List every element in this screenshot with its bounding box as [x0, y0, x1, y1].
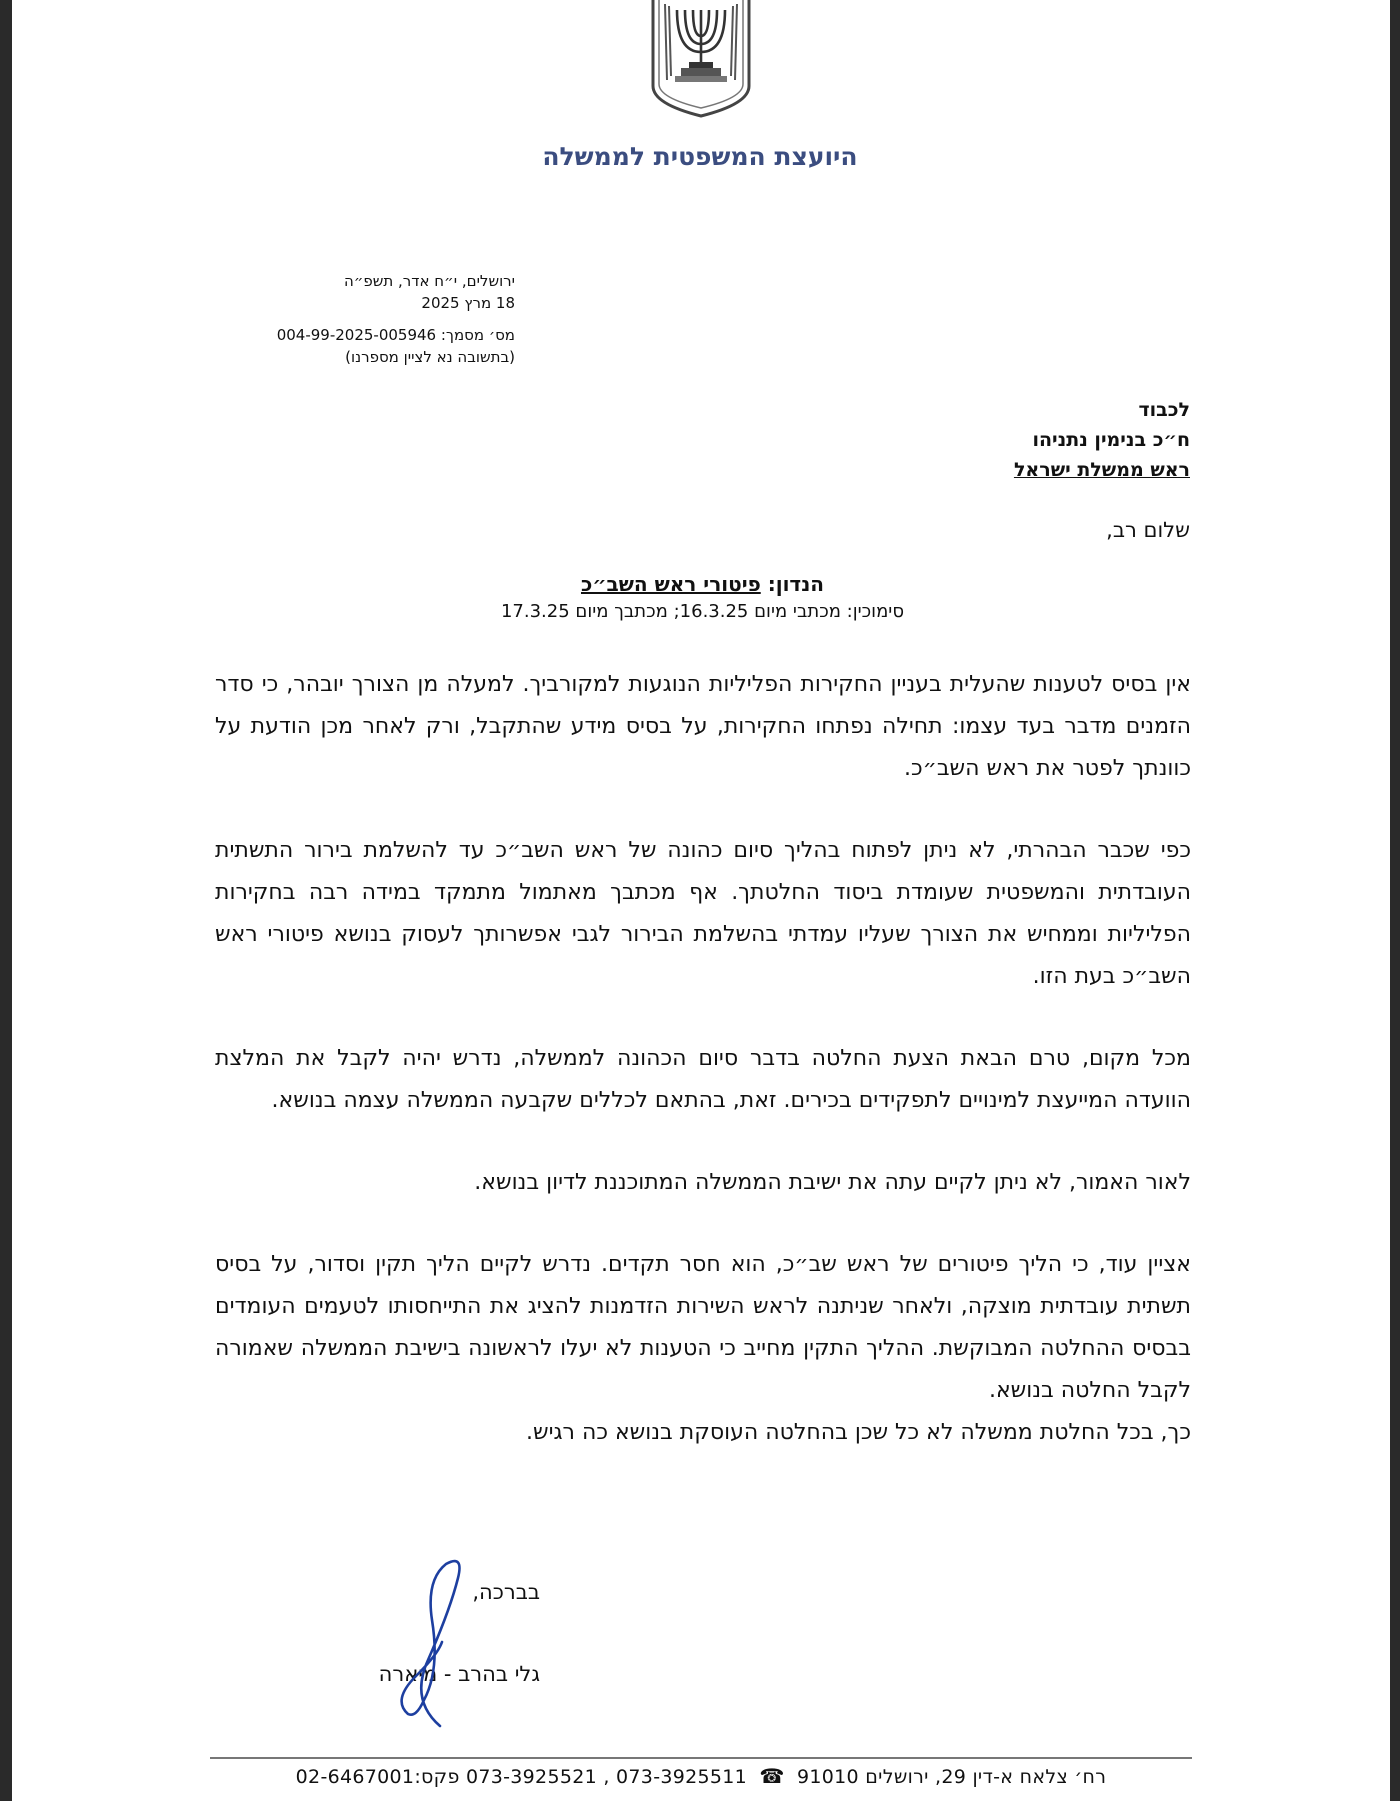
- subject-text: פיטורי ראש השב״כ: [580, 572, 761, 596]
- signer-name: גלי בהרב - מיארה: [378, 1662, 540, 1686]
- subject-line: [215, 572, 1190, 596]
- handwritten-signature: [380, 1550, 480, 1730]
- date-gregorian: 18 מרץ 2025: [421, 294, 515, 312]
- signoff: בברכה,: [472, 1580, 540, 1604]
- window-frame-left: [0, 0, 12, 1801]
- subject-references: סימוכין: מכתבי מיום 16.3.25; מכתבך מיום 17.3.25: [500, 601, 905, 622]
- reference-block: [215, 270, 515, 368]
- recipient-salutation: לכבוד: [1138, 399, 1190, 421]
- letter-body: [215, 664, 1191, 1454]
- footer-divider: [210, 1757, 1192, 1759]
- footer-contact: [210, 1764, 1192, 1788]
- organization-title: היועצת המשפטית לממשלה: [542, 142, 858, 171]
- paragraph-6: כך, בכל החלטת ממשלה לא כל שכן בהחלטה העוסקת בנושא כה רגיש.: [525, 1420, 1191, 1445]
- window-frame-right: [1390, 0, 1400, 1801]
- paragraph-1: אין בסיס לטענות שהעלית בעניין החקירות הפליליות הנוגעות למקורביך. למעלה מן הצורך יובהר, כי סדר הזמנים מדבר בעד עצמו: תחילה נפתחו החקירות, על בסיס מידע שהתקבל, ורק לאחר מכן הודעת על כוונתך לפטר את ראש השב״כ.: [215, 672, 1191, 781]
- paragraph-4: לאור האמור, לא ניתן לקיים עתה את ישיבת הממשלה המתוכננת לדיון בנושא.: [474, 1170, 1191, 1195]
- date-hebrew: ירושלים, י״ח אדר, תשפ״ה: [343, 272, 515, 290]
- recipient-block: [700, 395, 1190, 485]
- paragraph-2: כפי שכבר הבהרתי, לא ניתן לפתוח בהליך סיום כהונה של ראש השב״כ עד להשלמת בירור התשתית העובדתית והמשפטית שעומדת ביסוד החלטתך. אף מכתבך מאתמול מתמקד במידה רבה בחקירות הפליליות וממחיש את הצורך שעליו עמדתי בהשלמת הבירור לגבי אפשרותך לעסוק בנושא פיטורי ראש השב״כ בעת הזו.: [215, 838, 1191, 989]
- file-number: מס׳ מסמך: 004-99-2025-005946: [276, 326, 515, 344]
- menorah-emblem-icon: [645, 0, 757, 118]
- telephone-icon: ☎: [759, 1764, 785, 1788]
- paragraph-5: אציין עוד, כי הליך פיטורים של ראש שב״כ, הוא חסר תקדים. נדרש לקיים הליך תקין וסדור, על בסיס תשתית עובדתית מוצקה, ולאחר שניתנה לראש השירות הזדמנות להציג את התייחסותו לטעמים העומדים בבסיס ההחלטה המבוקשת. ההליך התקין מחייב כי הטענות לא יעלו לראשונה בישיבת הממשלה שאמורה לקבל החלטה בנושא.: [215, 1252, 1191, 1403]
- greeting: שלום רב,: [1106, 518, 1190, 542]
- paragraph-3: מכל מקום, טרם הבאת הצעת החלטה בדבר סיום הכהונה לממשלה, נדרש יהיה לקבל את המלצת הוועדה המייעצת למינויים לתפקידים בכירים. זאת, בהתאם לכללים שקבעה הממשלה עצמה בנושא.: [215, 1046, 1191, 1113]
- footer-address: רח׳ צלאח א-דין 29, ירושלים 91010: [796, 1766, 1107, 1788]
- recipient-title: ראש ממשלת ישראל: [1013, 459, 1190, 481]
- footer-phones: 073-3925511 , 073-3925521: [465, 1766, 748, 1788]
- footer-fax: פקס:02-6467001: [295, 1766, 460, 1788]
- reply-note: (בתשובה נא לציין מספרנו): [345, 348, 515, 366]
- subject-prefix: הנדון:: [767, 572, 824, 596]
- recipient-name: ח״כ בנימין נתניהו: [1032, 429, 1190, 451]
